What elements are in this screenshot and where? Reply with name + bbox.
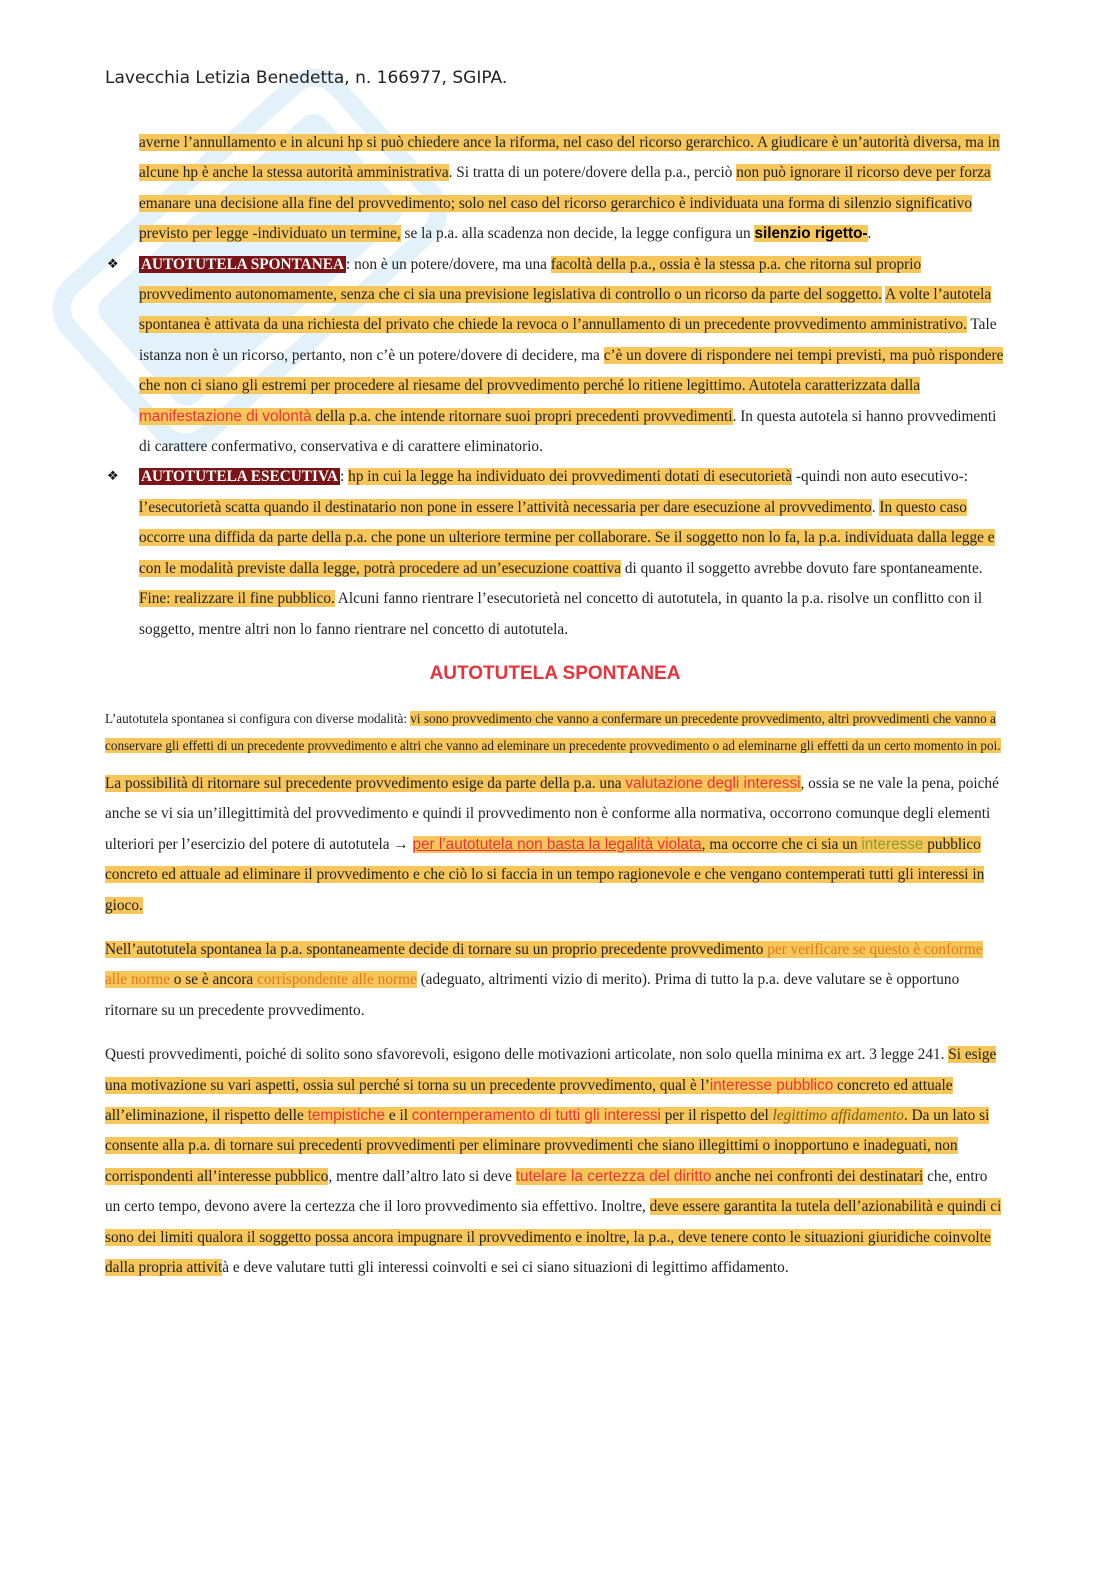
paragraph-modalita: L’autotutela spontanea si configura con diverse modalità: vi sono provvedimento che vanno a confermare un precedente provvedimento, altri provvedimenti che vanno a conservare gli effetti di un precedente provvedimento e altri che vanno ad eleminare un precedente provvedimento o ad eleminarne gli effetti da un certo momento in poi. (105, 710, 1001, 753)
diamond-bullet-icon: ❖ (107, 256, 119, 272)
section-title: AUTOTUTELA SPONTANEA (429, 662, 681, 684)
paragraph-verifica: Nell’autotutela spontanea la p.a. spontaneamente decide di tornare su un proprio precedente provvedimento per verificare se questo è conforme alle norme o se è ancora corrispondente alle norme (adeguato, altrimenti vizio di merito). Prima di tutto la p.a. deve valutare se è opportuno ritornare su un precedente provvedimento. (105, 940, 983, 1019)
silenzio-rigetto: silenzio rigetto- (754, 225, 868, 243)
document-body (105, 128, 1005, 1283)
paragraph-motivazione: Questi provvedimenti, poiché di solito sono sfavorevoli, esigono delle motivazioni articolate, non solo quella minima ex art. 3 legge 241. Si esige una motivazione su vari aspetti, ossia sul perché si torna su un precedente provvedimento, qual è l’interesse pubblico concreto ed attuale all’eliminazione, il rispetto delle tempistiche e il contemperamento di tutti gli interessi per il rispetto del legittimo affidamento. Da un lato si consente alla p.a. di tornare sui precedenti provvedimenti per eliminare provvedimenti che siano illegittimi o inopportuno e inadeguati, non corrispondenti all’interesse pubblico, mentre dall’altro lato si deve tutelare la certezza del diritto anche nei confronti dei destinatari che, entro un certo tempo, devono avere la certezza che il loro provvedimento sia effettivo. Inoltre, deve essere garantita la tutela dell’azionabilità e quindi ci sono dei limiti qualora il soggetto possa ancora impugnare il provvedimento e inoltre, la p.a., deve tenere conto le situazioni giuridiche coinvolte dalla propria attività e deve valutare tutti gli interessi coinvolti e sei ci siano situazioni di legittimo affidamento. (105, 1046, 1002, 1276)
bullet-autotutela-spontanea: ❖ AUTOTUTELA SPONTANEA : non è un potere/dovere, ma una facoltà della p.a., ossia è la stessa p.a. che ritorna sul proprio provvedimento autonomamente, senza che ci sia una previsione legislativa di controllo o un ricorso da parte del soggetto. A volte l’autotela spontanea è attivata da una richiesta del privato che chiede la revoca o l’annullamento di un precedente provvedimento amministrativo. Tale istanza non è un ricorso, pertanto, non c’è un potere/dovere di decidere, ma c’è un dovere di rispondere nei tempi previsti, ma può rispondere che non ci siano gli estremi per procedere al riesame del provvedimento perché lo ritiene legittimo. Autotela caratterizzata dalla manifestazione di volontà della p.a. che intende ritornare suoi propri precedenti provvedimenti. In questa autotela si hanno provvedimenti di carattere confermativo, conservativa e di carattere eliminatorio. (105, 250, 1005, 463)
page-header: Lavecchia Letizia Benedetta, n. 166977, SGIPA. (105, 68, 508, 88)
tag-autotutela-esecutiva: AUTOTUTELA ESECUTIVA (141, 468, 339, 486)
diamond-bullet-icon: ❖ (107, 469, 119, 485)
tag-autotutela-spontanea: AUTOTUTELA SPONTANEA (141, 255, 345, 273)
paragraph-valutazione: La possibilità di ritornare sul precedente provvedimento esige da parte della p.a. una valutazione degli interessi, ossia se ne vale la pena, poiché anche se vi sia un’illegittimità del provvedimento e quindi il provvedimento non è conforme alla normativa, occorrono comunque degli elementi ulteriori per l’esercizio del potere di autotutela → per l’autotutela non basta la legalità violata, ma occorre che ci sia un interesse pubblico concreto ed attuale ad eliminare il provvedimento e che ciò lo si faccia in un tempo ragionevole e che vengano contemperati tutti gli interessi in gioco. (105, 774, 999, 914)
bullet-autotutela-esecutiva: ❖ AUTOTUTELA ESECUTIVA : hp in cui la legge ha individuato dei provvedimenti dotati di esecutorietà -quindi non auto esecutivo-: l’esecutorietà scatta quando il destinatario non pone in essere l’attività necessaria per dare esecuzione al provvedimento. In questo caso occorre una diffida da parte della p.a. che pone un ulteriore termine per collaborare. Se il soggetto non lo fa, la p.a. individuata dalla legge e con le modalità previste dalla legge, potrà procedere ad un’esecuzione coattiva di quanto il soggetto avrebbe dovuto fare spontaneamente. Fine: realizzare il fine pubblico. Alcuni fanno rientrare l’esecutorietà nel concetto di autotutela, in quanto la p.a. risolve un conflitto con il soggetto, mentre altri non lo fanno rientrare nel concetto di autotutela. (105, 462, 1005, 644)
paragraph-ricorso: averne l’annullamento e in alcuni hp si può chiedere ance la riforma, nel caso del ricorso gerarchico. A giudicare è un’autorità diversa, ma in alcune hp è anche la stessa autorità amministrativa. Si tratta di un potere/dovere della p.a., perciò non può ignorare il ricorso deve per forza emanare una decisione alla fine del provvedimento; solo nel caso del ricorso gerarchico è individuata una forma di silenzio significativo previsto per legge -individuato un termine, se la p.a. alla scadenza non decide, la legge configura un silenzio rigetto-. (139, 134, 1000, 243)
arrow-icon: → (393, 835, 409, 853)
